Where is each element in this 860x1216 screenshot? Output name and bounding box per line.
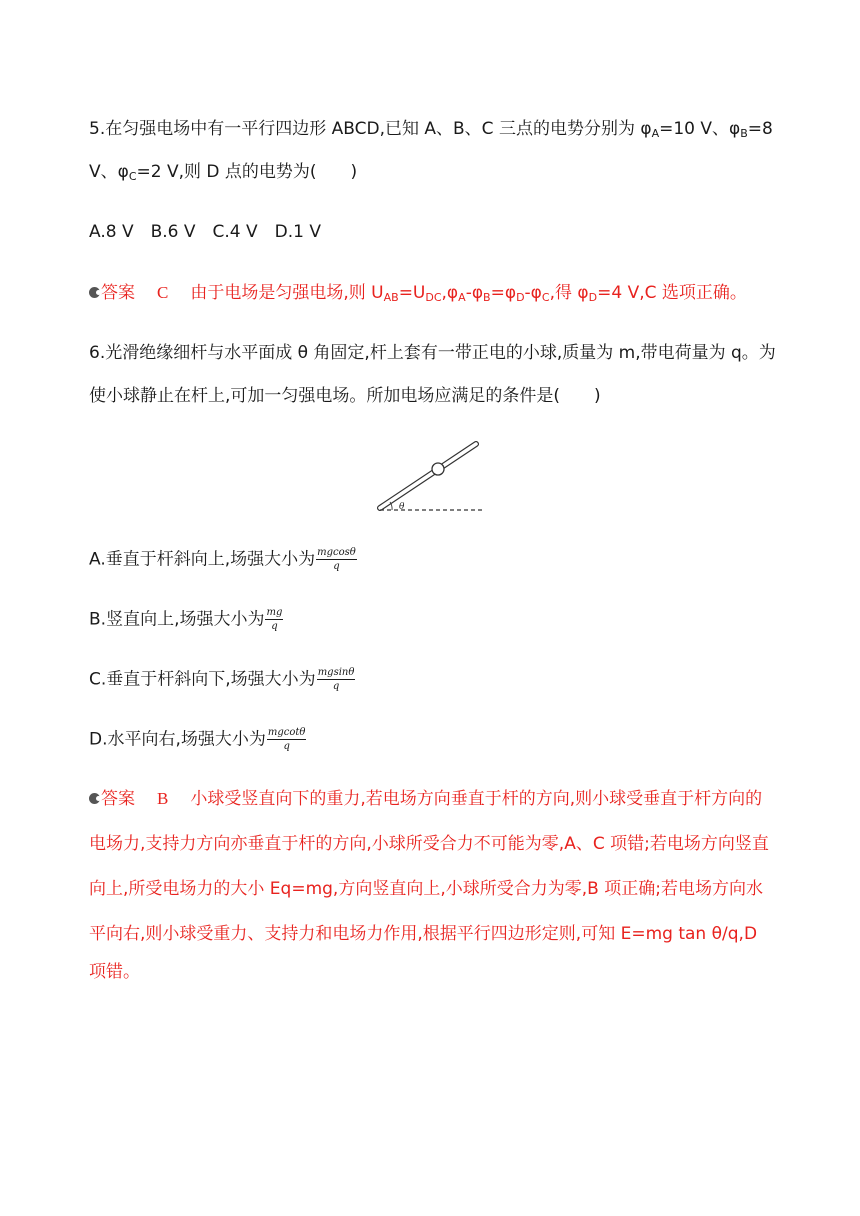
- q5-stem-line2: V、$\varphi_C=2$ V,则 D 点的电势为( ): [89, 162, 358, 183]
- inclined-rod-diagram: [374, 436, 486, 516]
- q6-answer-line4: 平向右,则小球受重力、支持力和电场力作用,根据平行四边形定则,可知 E=mg tan θ/q,D: [89, 924, 758, 944]
- rod: [380, 444, 476, 508]
- fraction: $\frac{mgsin\theta}{q}$: [317, 667, 355, 692]
- q6-stem-line1: 6.光滑绝缘细杆与水平面成 θ 角固定,杆上套有一带正电的小球,质量为 m,带电荷量为 q。为: [89, 343, 776, 363]
- q6-option-c: C.垂直于杆斜向下,场强大小为 $\frac{mgsin\theta}{q}$: [89, 667, 355, 692]
- q6-option-d: D.水平向右,场强大小为 $\frac{mgcot\theta}{q}$: [89, 727, 306, 752]
- q5-stem-line1: 5.在匀强电场中有一平行四边形 ABCD,已知 A、B、C 三点的电势分别为 $\varphi_A=10$ V、$\varphi_B=8$: [89, 119, 773, 140]
- q6-answer-line5: 项错。: [89, 962, 140, 982]
- fraction: $\frac{mgcos\theta}{q}$: [317, 547, 356, 572]
- theta-label: θ: [399, 502, 405, 512]
- answer-badge-icon: [89, 287, 100, 298]
- q5-options: A.8 V B.6 V C.4 V D.1 V: [89, 222, 321, 242]
- q6-answer-line3: 向上,所受电场力的大小 Eq=mg,方向竖直向上,小球所受合力为零,B 项正确;若电场方向水: [89, 879, 763, 899]
- q5-answer: 答案 C 由于电场是匀强电场,则 $U_{AB}=U_{DC},\varphi_A-\varphi_B=\varphi_D-\varphi_C$,得 $\varphi_D=4$ V,C 选项正确。: [89, 281, 747, 310]
- q6-option-a: A.垂直于杆斜向上,场强大小为 $\frac{mgcos\theta}{q}$: [89, 547, 356, 572]
- q6-stem-line2: 使小球静止在杆上,可加一匀强电场。所加电场应满足的条件是( ): [89, 386, 601, 406]
- fraction: $\frac{mgcot\theta}{q}$: [267, 727, 306, 752]
- q6-answer-line2: 电场力,支持力方向亦垂直于杆的方向,小球所受合力不可能为零,A、C 项错;若电场方向竖直: [89, 834, 769, 854]
- q6-answer-line1: 答案 B 小球受竖直向下的重力,若电场方向垂直于杆的方向,则小球受垂直于杆方向的: [89, 787, 762, 811]
- answer-badge-icon: [89, 793, 100, 804]
- charged-ball: [432, 463, 444, 475]
- q6-option-b: B.竖直向上,场强大小为 $\frac{mg}{q}$: [89, 607, 283, 632]
- fraction: $\frac{mg}{q}$: [266, 607, 283, 632]
